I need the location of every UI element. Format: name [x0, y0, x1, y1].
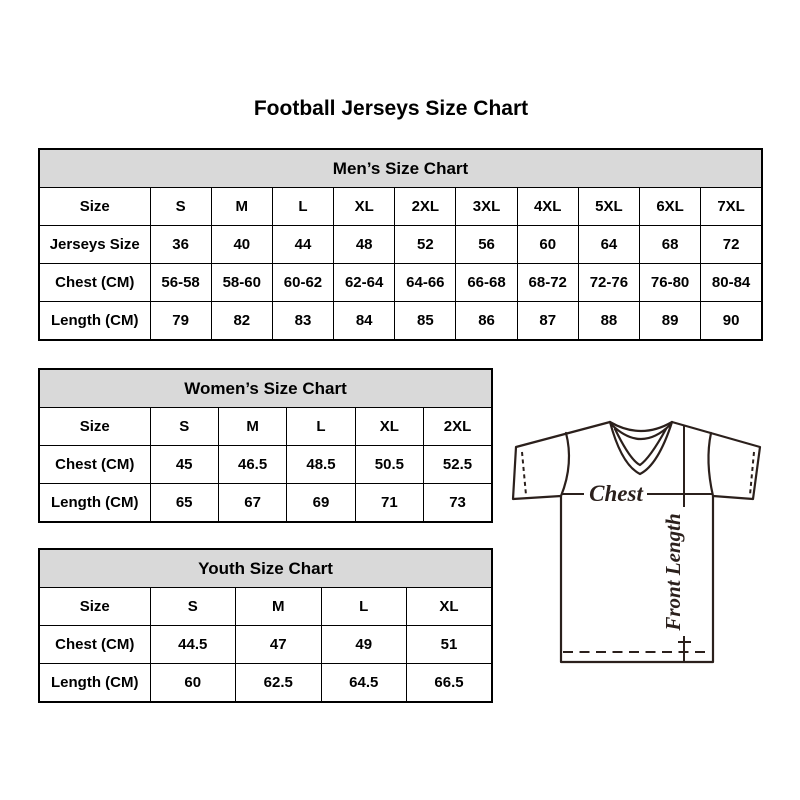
- value-cell: 64.5: [321, 664, 407, 703]
- row-label-cell: Size: [39, 188, 150, 226]
- value-cell: XL: [355, 408, 423, 446]
- youth-table-header: Youth Size Chart: [39, 549, 492, 588]
- value-cell: 66-68: [456, 264, 517, 302]
- table-row: [39, 302, 762, 341]
- value-cell: 64: [578, 226, 639, 264]
- value-cell: 62-64: [334, 264, 395, 302]
- value-cell: 86: [456, 302, 517, 341]
- row-label-cell: Size: [39, 408, 150, 446]
- womens-size-table: [38, 368, 493, 523]
- value-cell: L: [287, 408, 355, 446]
- value-cell: 72-76: [578, 264, 639, 302]
- jersey-left-armhole-path: [561, 433, 569, 496]
- row-label-cell: Jerseys Size: [39, 226, 150, 264]
- chest-label: Chest: [589, 481, 643, 506]
- women-table-header: Women’s Size Chart: [39, 369, 492, 408]
- value-cell: 80-84: [701, 264, 762, 302]
- table-row: [39, 664, 492, 703]
- value-cell: S: [150, 408, 218, 446]
- value-cell: 50.5: [355, 446, 423, 484]
- table-row: [39, 188, 762, 226]
- value-cell: 64-66: [395, 264, 456, 302]
- value-cell: 83: [272, 302, 333, 341]
- page-title: Football Jerseys Size Chart: [253, 97, 529, 120]
- value-cell: 60: [150, 664, 236, 703]
- value-cell: 52.5: [424, 446, 492, 484]
- table-row: [39, 408, 492, 446]
- value-cell: 52: [395, 226, 456, 264]
- value-cell: 85: [395, 302, 456, 341]
- value-cell: 40: [211, 226, 272, 264]
- value-cell: 44.5: [150, 626, 236, 664]
- front-length-label: Front Length: [661, 513, 685, 631]
- value-cell: 60: [517, 226, 578, 264]
- value-cell: 90: [701, 302, 762, 341]
- row-label-cell: Chest (CM): [39, 626, 150, 664]
- value-cell: 66.5: [407, 664, 493, 703]
- value-cell: 67: [218, 484, 286, 523]
- value-cell: 71: [355, 484, 423, 523]
- value-cell: 3XL: [456, 188, 517, 226]
- value-cell: 62.5: [236, 664, 322, 703]
- value-cell: 51: [407, 626, 493, 664]
- value-cell: 44: [272, 226, 333, 264]
- row-label-cell: Chest (CM): [39, 264, 150, 302]
- value-cell: 60-62: [272, 264, 333, 302]
- value-cell: L: [321, 588, 407, 626]
- value-cell: 5XL: [578, 188, 639, 226]
- value-cell: 36: [150, 226, 211, 264]
- value-cell: 6XL: [640, 188, 701, 226]
- value-cell: M: [211, 188, 272, 226]
- value-cell: 7XL: [701, 188, 762, 226]
- value-cell: 82: [211, 302, 272, 341]
- value-cell: 69: [287, 484, 355, 523]
- value-cell: 72: [701, 226, 762, 264]
- value-cell: 73: [424, 484, 492, 523]
- row-label-cell: Length (CM): [39, 302, 150, 341]
- table-row: [39, 226, 762, 264]
- table-row: [39, 446, 492, 484]
- value-cell: M: [236, 588, 322, 626]
- left-cuff-dashed-line: [522, 452, 526, 495]
- value-cell: 84: [334, 302, 395, 341]
- value-cell: 76-80: [640, 264, 701, 302]
- value-cell: 65: [150, 484, 218, 523]
- value-cell: 56: [456, 226, 517, 264]
- row-label-cell: Length (CM): [39, 664, 150, 703]
- value-cell: 47: [236, 626, 322, 664]
- value-cell: L: [272, 188, 333, 226]
- table-row: [39, 588, 492, 626]
- value-cell: M: [218, 408, 286, 446]
- table-row: [39, 626, 492, 664]
- value-cell: XL: [334, 188, 395, 226]
- jersey-right-armhole-path: [709, 433, 713, 496]
- value-cell: 45: [150, 446, 218, 484]
- mens-size-table: [38, 148, 763, 341]
- row-label-cell: Size: [39, 588, 150, 626]
- value-cell: S: [150, 188, 211, 226]
- table-row: [39, 484, 492, 523]
- value-cell: 87: [517, 302, 578, 341]
- value-cell: 68: [640, 226, 701, 264]
- youth-size-table: [38, 548, 493, 703]
- jersey-collar-sag1-path: [610, 422, 672, 431]
- men-table-header: Men’s Size Chart: [39, 149, 762, 188]
- row-label-cell: Length (CM): [39, 484, 150, 523]
- value-cell: 56-58: [150, 264, 211, 302]
- value-cell: 89: [640, 302, 701, 341]
- value-cell: XL: [407, 588, 493, 626]
- value-cell: 88: [578, 302, 639, 341]
- value-cell: 68-72: [517, 264, 578, 302]
- value-cell: 2XL: [424, 408, 492, 446]
- value-cell: 2XL: [395, 188, 456, 226]
- value-cell: 48: [334, 226, 395, 264]
- value-cell: 49: [321, 626, 407, 664]
- value-cell: 79: [150, 302, 211, 341]
- value-cell: 48.5: [287, 446, 355, 484]
- value-cell: S: [150, 588, 236, 626]
- row-label-cell: Chest (CM): [39, 446, 150, 484]
- jersey-measurement-diagram: [500, 400, 780, 670]
- value-cell: 4XL: [517, 188, 578, 226]
- value-cell: 46.5: [218, 446, 286, 484]
- value-cell: 58-60: [211, 264, 272, 302]
- jersey-outline-path: [513, 422, 760, 662]
- table-row: [39, 264, 762, 302]
